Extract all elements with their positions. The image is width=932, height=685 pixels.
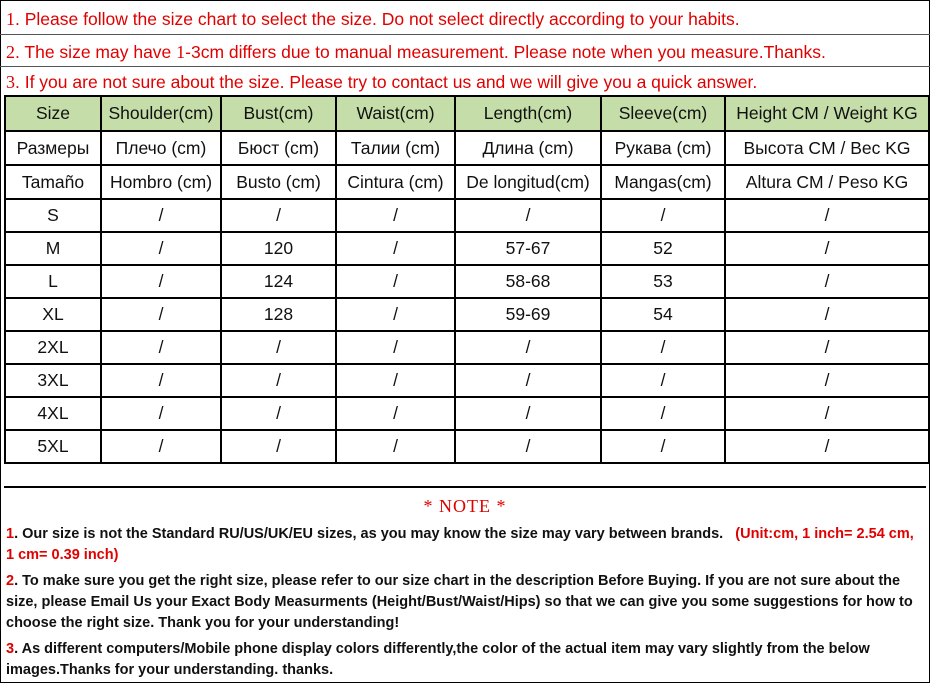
measurement-cell: / [336,430,455,463]
measurement-cell: 124 [221,265,336,298]
measurement-cell: / [725,397,929,430]
size-row [5,199,929,232]
size-label-cell: L [5,265,101,298]
size-label-cell: XL [5,298,101,331]
size-chart-table [4,95,930,464]
header-cell: Tamaño [5,165,101,199]
size-row [5,265,929,298]
header-cell: Бюст (cm) [221,131,336,165]
measurement-cell: / [601,364,725,397]
measurement-cell: / [101,232,221,265]
size-row [5,298,929,331]
header-cell: Hombro (cm) [101,165,221,199]
measurement-cell: / [336,298,455,331]
size-row [5,430,929,463]
note-3-text: . As different computers/Mobile phone display colors differently,the color of the actual item may vary slightly from the below images.Thanks for your understanding. thanks. [6,641,870,678]
size-label-cell: S [5,199,101,232]
header-cell: Bust(cm) [221,96,336,131]
size-label-cell: 3XL [5,364,101,397]
note-1-number: 1 [6,526,15,542]
measurement-cell: / [455,331,601,364]
measurement-cell: / [455,199,601,232]
size-label-cell: M [5,232,101,265]
header-cell: Mangas(cm) [601,165,725,199]
top-note-3-number: 3 [6,72,15,92]
header-cell: Талии (cm) [336,131,455,165]
measurement-cell: 54 [601,298,725,331]
measurement-cell: / [221,331,336,364]
header-row-spanish [5,165,929,199]
measurement-cell: / [725,232,929,265]
measurement-cell: / [101,331,221,364]
measurement-cell: / [336,199,455,232]
measurement-cell: / [101,265,221,298]
top-note-2-text-cont: -3cm differs due to manual measurement. Please note when you measure.Thanks. [185,42,826,62]
top-note-1 [6,9,740,30]
top-note-3 [6,72,757,93]
size-label-cell: 5XL [5,430,101,463]
header-cell: Shoulder(cm) [101,96,221,131]
measurement-cell: / [725,298,929,331]
measurement-cell: / [336,265,455,298]
size-row [5,364,929,397]
header-cell: Height CM / Weight KG [725,96,929,131]
note-paragraph-2 [6,571,922,634]
measurement-cell: / [601,397,725,430]
measurement-cell: 52 [601,232,725,265]
note-2-number: 2 [6,573,15,589]
measurement-cell: / [601,199,725,232]
note-section [4,486,926,682]
measurement-cell: 120 [221,232,336,265]
measurement-cell: / [221,397,336,430]
top-note-2-text: . The size may have [15,42,177,62]
top-note-3-text: . If you are not sure about the size. Please try to contact us and we will give you a quick answer. [15,72,758,92]
header-cell: Рукава (cm) [601,131,725,165]
measurement-cell: 128 [221,298,336,331]
header-cell: Waist(cm) [336,96,455,131]
size-row [5,232,929,265]
header-cell: Sleeve(cm) [601,96,725,131]
header-cell: Плечо (cm) [101,131,221,165]
header-cell: Размеры [5,131,101,165]
measurement-cell: / [221,199,336,232]
header-cell: Длина (cm) [455,131,601,165]
measurement-cell: / [101,364,221,397]
measurement-cell: / [725,199,929,232]
header-cell: Altura CM / Peso KG [725,165,929,199]
header-cell: Size [5,96,101,131]
measurement-cell: / [601,430,725,463]
note-3-number: 3 [6,641,15,657]
measurement-cell: / [101,199,221,232]
header-row-russian [5,131,929,165]
measurement-cell: / [101,397,221,430]
measurement-cell: / [725,430,929,463]
header-row-english [5,96,929,131]
measurement-cell: / [725,364,929,397]
top-note-1-text: . Please follow the size chart to select the size. Do not select directly according to your habits. [15,9,740,29]
note-paragraph-1 [6,524,922,566]
top-note-separator [0,66,930,67]
size-row [5,331,929,364]
note-1-text: . Our size is not the Standard RU/US/UK/EU sizes, as you may know the size may vary between brands. [14,526,724,542]
measurement-cell: / [336,232,455,265]
header-cell: Busto (cm) [221,165,336,199]
measurement-cell: / [336,397,455,430]
size-label-cell: 4XL [5,397,101,430]
top-note-2-number: 2 [6,42,15,62]
header-cell: Cintura (cm) [336,165,455,199]
measurement-cell: 59-69 [455,298,601,331]
measurement-cell: / [725,331,929,364]
measurement-cell: / [455,364,601,397]
measurement-cell: / [221,430,336,463]
measurement-cell: / [336,331,455,364]
measurement-cell: / [101,430,221,463]
measurement-cell: / [455,397,601,430]
size-row [5,397,929,430]
top-note-1-number: 1 [6,9,15,29]
measurement-cell: / [455,430,601,463]
measurement-cell: / [601,331,725,364]
measurement-cell: 57-67 [455,232,601,265]
measurement-cell: 53 [601,265,725,298]
top-note-separator [0,34,930,35]
note-title: * NOTE * [423,496,507,516]
measurement-cell: / [221,364,336,397]
top-note-2 [6,42,826,63]
top-note-2-number-inline: 1 [176,42,186,62]
header-cell: Length(cm) [455,96,601,131]
measurement-cell: / [336,364,455,397]
header-cell: De longitud(cm) [455,165,601,199]
header-cell: Высота CM / Вес KG [725,131,929,165]
measurement-cell: / [725,265,929,298]
size-label-cell: 2XL [5,331,101,364]
note-2-text: . To make sure you get the right size, please refer to our size chart in the description Before Buying. If you are not sure about the size, please Email Us your Exact Body Measurments (Height/Bust/Waist/Hips) so that we can give you some suggestions for how to choose the right size. Thank you for your understanding! [6,573,913,631]
measurement-cell: / [101,298,221,331]
note-paragraph-3 [6,639,922,681]
note-1-unit: (Unit:cm, 1 inch= 2.54 cm, 1 cm= 0.39 inch) [6,526,914,563]
measurement-cell: 58-68 [455,265,601,298]
